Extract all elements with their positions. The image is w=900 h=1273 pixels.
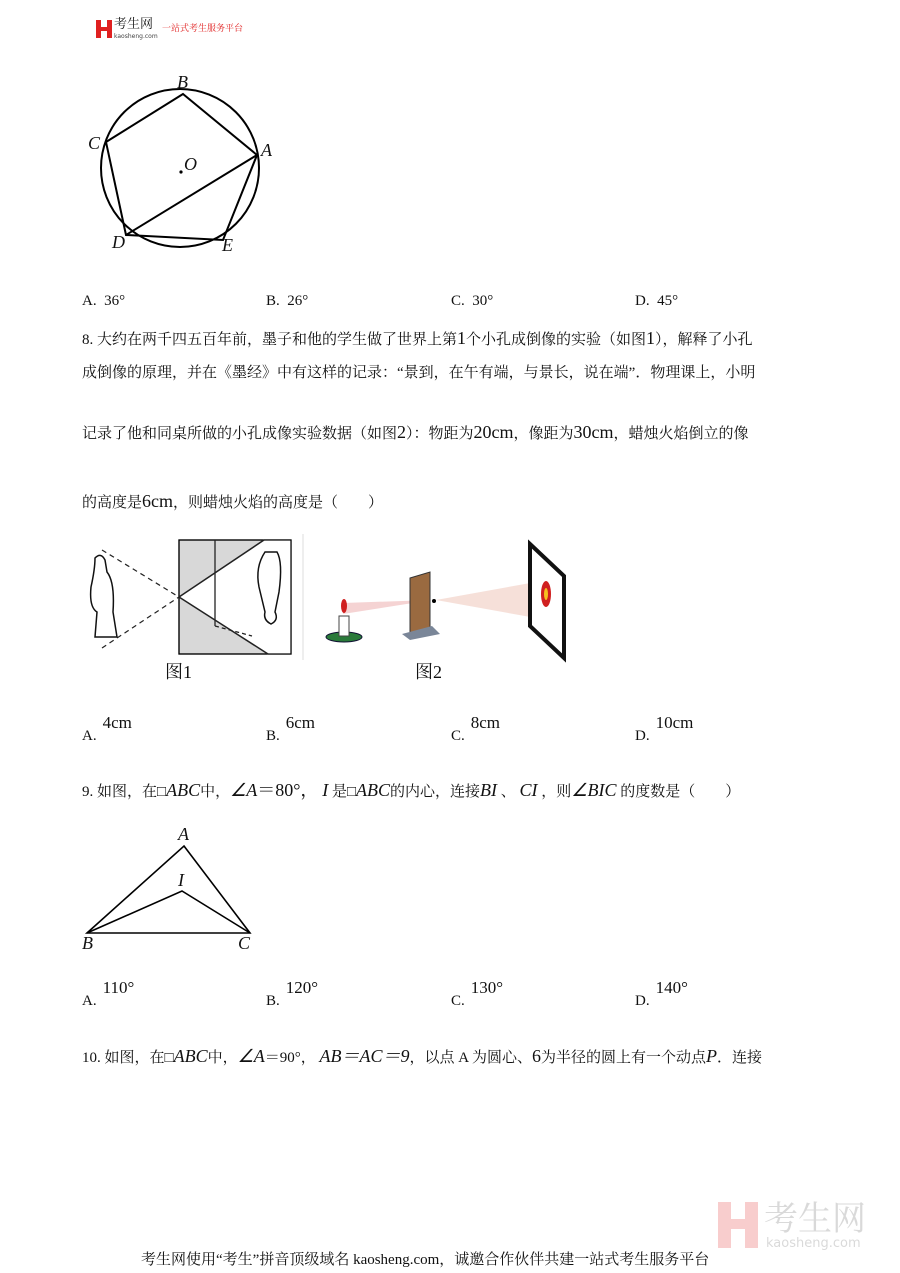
watermark-subtext: kaosheng.com xyxy=(766,1236,861,1251)
q8-line-4: 的高度是6cm，则蜡烛火焰的高度是（ ） xyxy=(82,491,384,511)
option-value: 30° xyxy=(472,293,494,309)
label-e: E xyxy=(222,235,233,255)
option-value: 36° xyxy=(104,293,126,309)
q7-option-a[interactable] xyxy=(82,292,125,310)
center-point xyxy=(179,170,182,173)
q9-option-c[interactable]: C.130° xyxy=(451,978,504,1009)
q9-option-a[interactable]: A.110° xyxy=(82,978,135,1009)
option-letter: D. xyxy=(635,293,650,309)
fig2-candle-experiment xyxy=(326,544,564,658)
fig1-pinhole-diagram xyxy=(91,540,291,654)
q9-option-b[interactable]: B.120° xyxy=(266,978,319,1009)
q8-line-2: 成倒像的原理，并在《墨经》中有这样的记录：“景到，在午有端，与景长，说在端”．物理课上，小明 xyxy=(82,365,756,381)
header-slogan: 一站式考生服务平台 xyxy=(162,24,244,34)
q8-line-3: 记录了他和同桌所做的小孔成像实验数据（如图2）：物距为20cm，像距为30cm，蜡烛火焰倒立的像 xyxy=(82,422,749,442)
label-a: A xyxy=(261,140,272,160)
q7-option-b[interactable] xyxy=(266,292,308,310)
fig1-caption: 图1 xyxy=(165,662,192,682)
label-c: C xyxy=(88,133,101,153)
logo-mark-icon xyxy=(718,1202,758,1248)
q8-option-c[interactable]: C.8cm xyxy=(451,713,501,744)
q8-option-b[interactable]: B.6cm xyxy=(266,713,316,744)
q8-option-d[interactable]: D.10cm xyxy=(635,713,694,744)
label-b: B xyxy=(177,72,188,92)
watermark-text: 考生网 xyxy=(764,1199,866,1239)
q8-figures xyxy=(0,530,600,665)
pentagon-abcde xyxy=(106,94,257,240)
label-c: C xyxy=(238,933,251,953)
label-d: D xyxy=(112,232,125,252)
option-value: 45° xyxy=(657,293,679,309)
logo-subtext: kaosheng.com xyxy=(114,33,158,40)
q10-text: 10. 如图，在□ABC中，∠A＝90°， AB＝AC＝9，以点 A 为圆心、6为半径的圆上有一个动点P．连接 xyxy=(82,1046,763,1066)
q7-option-c[interactable] xyxy=(451,292,493,310)
option-letter: A. xyxy=(82,293,97,309)
option-letter: B. xyxy=(266,293,280,309)
option-value: 26° xyxy=(287,293,309,309)
q8-line-1: 8. 大约在两千四五百年前，墨子和他的学生做了世界上第1个小孔成倒像的实验（如图1），解释了小孔 xyxy=(82,328,753,348)
label-b: B xyxy=(82,933,93,953)
q9-option-d[interactable]: D.140° xyxy=(635,978,688,1009)
label-i: I xyxy=(178,870,184,890)
footer-text: 考生网使用“考生”拼音顶级域名 kaosheng.com，诚邀合作伙伴共建一站式考生服务平台 xyxy=(141,1252,710,1268)
label-a: A xyxy=(178,824,189,844)
q8-option-a[interactable]: A.4cm xyxy=(82,713,132,744)
q7-circle-figure xyxy=(0,0,300,270)
q9-text: 9. 如图，在□ABC中，∠A＝80°， I 是□ABC的内心，连接BI 、 CI ，则∠BIC 的度数是（ ） xyxy=(82,780,741,800)
option-letter: C. xyxy=(451,293,465,309)
q9-triangle-figure xyxy=(0,830,300,950)
person-icon xyxy=(91,555,117,637)
fig2-caption: 图2 xyxy=(415,662,442,682)
label-o: O xyxy=(184,154,197,174)
q7-option-d[interactable] xyxy=(635,292,678,310)
logo-text: 考生网 xyxy=(114,17,154,32)
